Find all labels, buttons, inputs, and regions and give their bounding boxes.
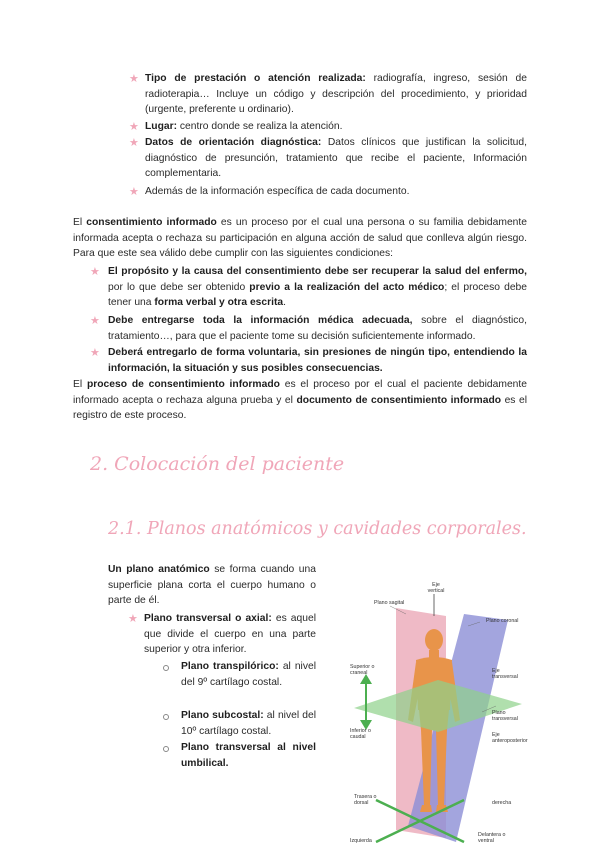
figure-label: Eje anteroposterior (492, 732, 528, 744)
bullet-star-icon: ★ (129, 73, 139, 85)
consent-paragraph: El consentimiento informado es un proceso por el cual una persona o su familia debidamente informada acepta o rechaza su participación en alguna acción de salud que conlleva algún riesgo. Para que este sea válido debe cumplir con las siguientes condiciones: (73, 217, 527, 260)
list-item: Debe entregarse toda la información médica adecuada, sobre el diagnóstico, tratamiento…, para que el paciente tome su decisión suficientemente informado. (108, 315, 527, 342)
list-item: Plano transpilórico: al nivel del 9º cartílago costal. (181, 661, 316, 688)
list-item: El propósito y la causa del consentimiento debe ser recuperar la salud del enfermo, por lo que debe ser obtenido previo a la realización del acto médico; el proceso debe tener una forma verbal y otra escrita. (108, 266, 528, 309)
bullet-star-icon: ★ (90, 347, 100, 359)
bullet-star-icon: ★ (129, 186, 139, 198)
list-item: Además de la información específica de cada documento. (145, 186, 410, 197)
subsection-heading: 2.1. Planos anatómicos y cavidades corporales. (108, 519, 527, 539)
figure-label: Superior o craneal (350, 664, 375, 676)
figure-label: Delantera o ventral (478, 832, 506, 844)
bullet-star-icon: ★ (90, 315, 100, 327)
list-item: Plano transversal al nivel umbilical. (181, 742, 316, 769)
bullet-star-icon: ★ (128, 613, 138, 625)
list-item: Plano transversal o axial: es aquel que divide el cuerpo en una parte superior y otra inferior. (144, 613, 316, 656)
bullet-circle-icon (163, 746, 169, 752)
bullet-circle-icon (163, 714, 169, 720)
figure-label: Plano transversal (492, 710, 518, 722)
figure-label: Eje transversal (492, 668, 518, 680)
bullet-star-icon: ★ (129, 137, 139, 149)
figure-label: derecha (492, 800, 512, 806)
figure-label: Plano coronal (486, 618, 519, 624)
list-item: Plano subcostal: al nivel del 10º cartílago costal. (181, 710, 317, 737)
figure-label: Plano sagital (374, 600, 405, 606)
bullet-star-icon: ★ (90, 266, 100, 278)
transverse-plane (354, 680, 522, 732)
list-item: Lugar: centro donde se realiza la atención. (145, 121, 343, 132)
bullet-star-icon: ★ (129, 121, 139, 133)
figure-label: Izquierda (350, 838, 372, 844)
plane-intro: Un plano anatómico se forma cuando una superficie plana corta el cuerpo humano o parte de él. (108, 564, 316, 607)
figure-label: Eje vertical (427, 582, 445, 594)
bullet-circle-icon (163, 665, 169, 671)
list-item: Datos de orientación diagnóstica: Datos clínicos que justifican la solicitud, diagnóstico de presunción, tratamiento que recibe el paciente, Información complementaria. (145, 137, 527, 180)
list-item: Deberá entregarlo de forma voluntaria, sin presiones de ningún tipo, entendiendo la información, la situación y sus posibles consecuencias. (108, 347, 527, 374)
list-item: Tipo de prestación o atención realizada: radiografía, ingreso, sesión de radioterapia… Incluye un código y descripción del procedimiento, y prioridad (urgente, preferente u ordinario). (145, 73, 527, 116)
figure-label: Trasera o dorsal (354, 794, 377, 806)
figure-label: Inferior o caudal (350, 728, 371, 740)
anatomical-planes-figure (346, 580, 530, 848)
consent-process-paragraph: El proceso de consentimiento informado es el proceso por el cual el paciente debidamente informado acepta o rechaza alguna prueba y el documento de consentimiento informado es el registro de este proceso. (73, 379, 527, 422)
section-heading: 2. Colocación del paciente (90, 453, 345, 475)
